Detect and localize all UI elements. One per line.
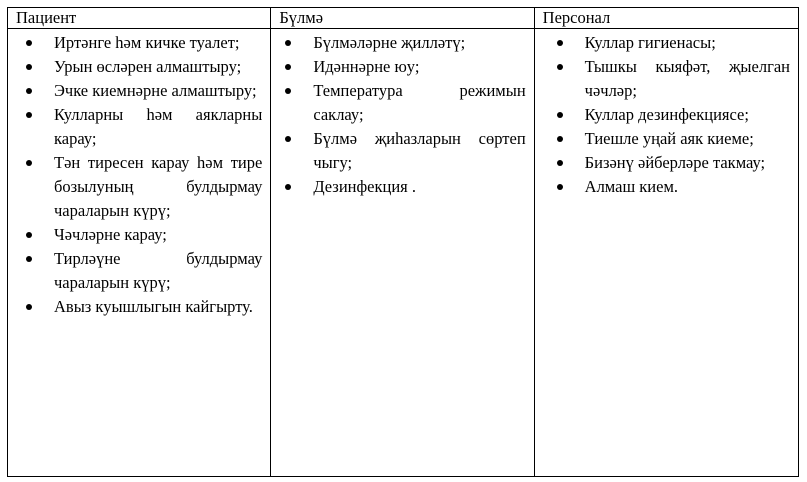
list-item: Иртәнге һәм кичке туалет; xyxy=(16,31,262,55)
room-cell xyxy=(271,29,534,477)
body-row xyxy=(8,29,799,477)
list-item: Бүлмә җиһазларын сөртеп чыгу; xyxy=(279,127,525,175)
header-room: Бүлмә xyxy=(271,8,534,29)
list-item: Эчке киемнәрне алмаштыру; xyxy=(16,79,262,103)
list-item: Алмаш кием. xyxy=(543,175,790,199)
list-item: Куллар гигиенасы; xyxy=(543,31,790,55)
list-item: Чәчләрне карау; xyxy=(16,223,262,247)
header-staff: Персонал xyxy=(534,8,798,29)
list-item: Авыз куышлыгын кайгырту. xyxy=(16,295,262,319)
staff-cell xyxy=(534,29,798,477)
list-item: Тирләүне булдырмау чараларын күрү; xyxy=(16,247,262,295)
care-table xyxy=(7,7,799,477)
list-item: Идәннәрне юу; xyxy=(279,55,525,79)
list-item: Кулларны һәм аякларны карау; xyxy=(16,103,262,151)
list-item: Бүлмәләрне җилләтү; xyxy=(279,31,525,55)
list-item: Дезинфекция . xyxy=(279,175,525,199)
header-patient: Пациент xyxy=(8,8,271,29)
patient-list xyxy=(16,29,262,319)
header-row xyxy=(8,8,799,29)
list-item: Куллар дезинфекциясе; xyxy=(543,103,790,127)
list-item: Тиешле уңай аяк киеме; xyxy=(543,127,790,151)
list-item: Температура режимын саклау; xyxy=(279,79,525,127)
list-item: Тышкы кыяфәт, җыелган чәчләр; xyxy=(543,55,790,103)
list-item: Бизәнү әйберләре такмау; xyxy=(543,151,790,175)
staff-list xyxy=(543,29,790,199)
list-item: Урын өсләрен алмаштыру; xyxy=(16,55,262,79)
list-item: Тән тиресен карау һәм тире бозылуның булдырмау чараларын күрү; xyxy=(16,151,262,223)
room-list xyxy=(279,29,525,199)
patient-cell xyxy=(8,29,271,477)
